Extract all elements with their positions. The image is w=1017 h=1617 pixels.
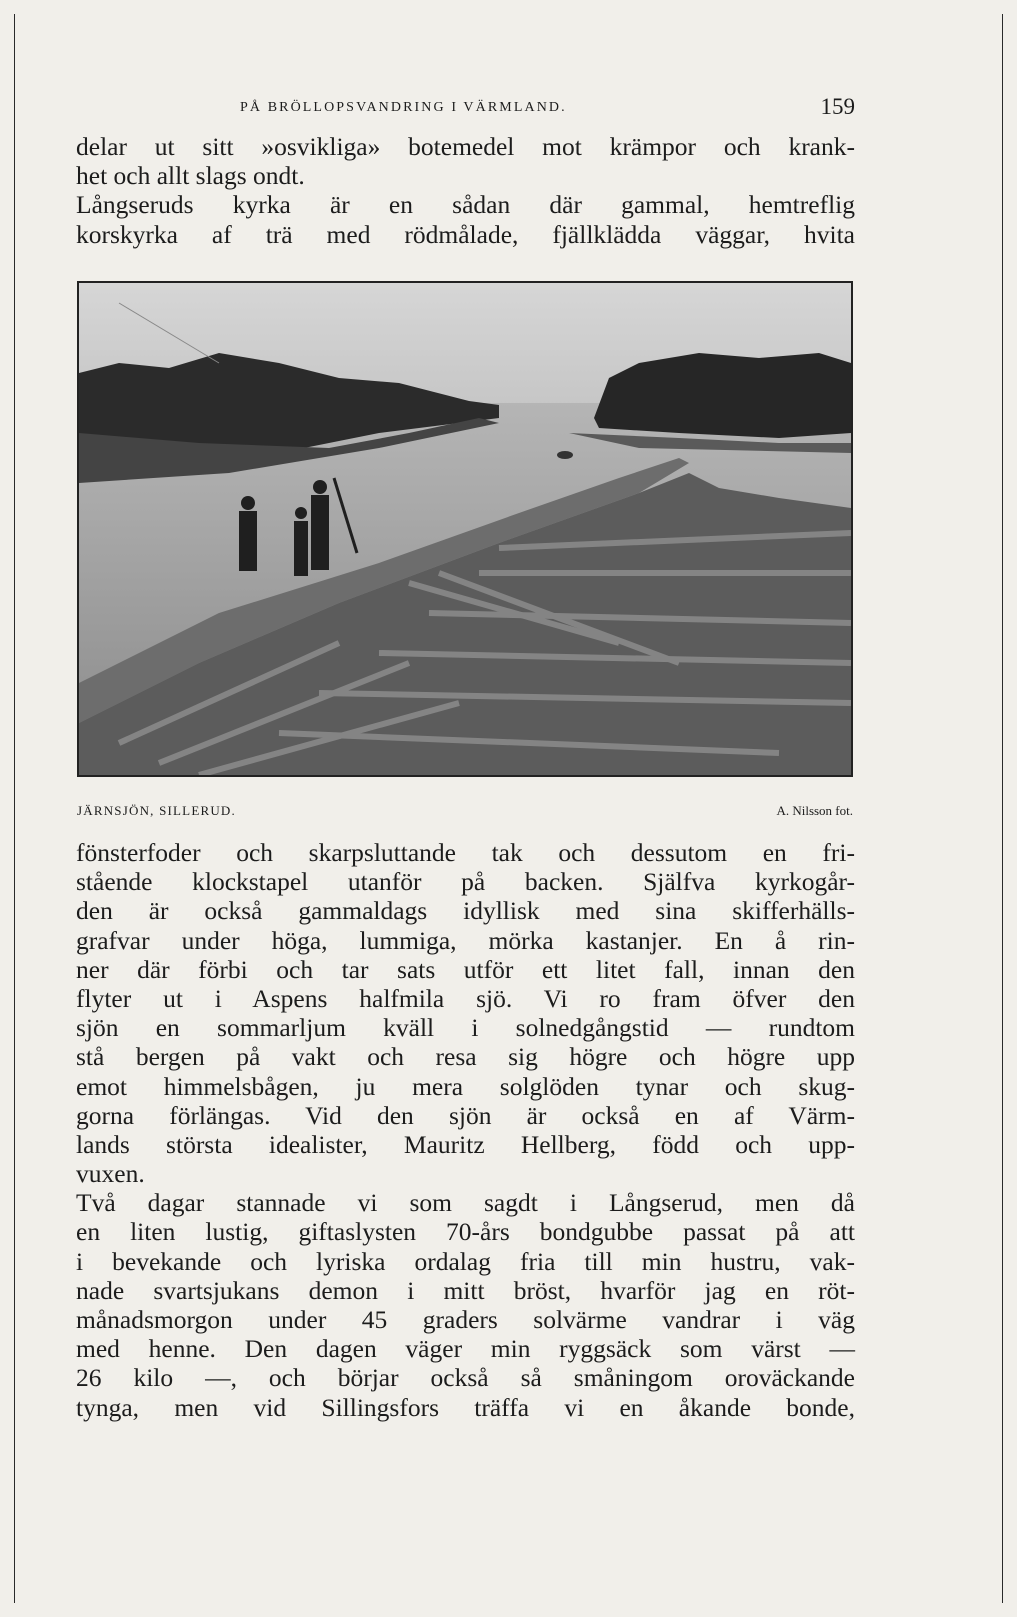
- text-line: med henne. Den dagen väger min ryggsäck som värst —: [76, 1334, 855, 1364]
- text-line: ner där förbi och tar sats utför ett litet fall, innan den: [76, 954, 855, 984]
- caption-location: JÄRNSJÖN, SILLERUD.: [77, 803, 236, 818]
- text-line: månadsmorgon under 45 graders solvärme vandrar i väg: [76, 1305, 855, 1334]
- text-top: [76, 132, 855, 249]
- text-line: den är också gammaldags idyllisk med sina skifferhälls-: [76, 896, 855, 926]
- text-line: Långseruds kyrka är en sådan där gammal, hemtreflig: [76, 190, 855, 220]
- text-line: vuxen.: [76, 1159, 145, 1189]
- text-line: emot himmelsbågen, ju mera solglöden tynar och skug-: [76, 1071, 855, 1101]
- text-line: i bevekande och lyriska ordalag fria till min hustru, vak-: [76, 1246, 855, 1276]
- text-line: stående klockstapel utanför på backen. Själfva kyrkogår-: [76, 867, 855, 897]
- text-line: delar ut sitt »osvikliga» botemedel mot krämpor och krank-: [76, 132, 855, 161]
- text-line: gorna förlängas. Vid den sjön är också en af Värm-: [76, 1100, 855, 1130]
- text-line: het och allt slags ondt.: [76, 161, 305, 191]
- text-line: nade svartsjukans demon i mitt bröst, hvarför jag en röt-: [76, 1275, 855, 1305]
- text-line: 26 kilo —, och börjar också så småningom oroväckande: [76, 1363, 855, 1393]
- photo-figure: [77, 281, 853, 777]
- page-header: [240, 94, 855, 130]
- text-line: sjön en sommarljum kväll i solnedgångstid — rundtom: [76, 1013, 855, 1043]
- caption-credit: A. Nilsson fot.: [776, 803, 853, 818]
- running-title: PÅ BRÖLLOPSVANDRING I VÄRMLAND.: [240, 100, 567, 115]
- text-line: Två dagar stannade vi som sagdt i Långserud, men då: [76, 1188, 855, 1218]
- text-bottom: [76, 838, 855, 1422]
- photo-caption: [77, 803, 853, 823]
- text-line: korskyrka af trä med rödmålade, fjällklädda väggar, hvita: [76, 219, 855, 249]
- text-line: en liten lustig, giftaslysten 70-års bondgubbe passat på att: [76, 1217, 855, 1247]
- text-line: flyter ut i Aspens halfmila sjö. Vi ro fram öfver den: [76, 983, 855, 1013]
- photo-lake-timber-floating-icon: [79, 283, 851, 775]
- text-line: fönsterfoder och skarpsluttande tak och dessutom en fri-: [76, 838, 855, 867]
- text-line: lands största idealister, Mauritz Hellberg, född och upp-: [76, 1129, 855, 1159]
- text-line: grafvar under höga, lummiga, mörka kastanjer. En å rin-: [76, 925, 855, 955]
- page-number: 159: [820, 94, 855, 119]
- text-line: stå bergen på vakt och resa sig högre och högre upp: [76, 1042, 855, 1072]
- text-line: tynga, men vid Sillingsfors träffa vi en åkande bonde,: [76, 1392, 855, 1422]
